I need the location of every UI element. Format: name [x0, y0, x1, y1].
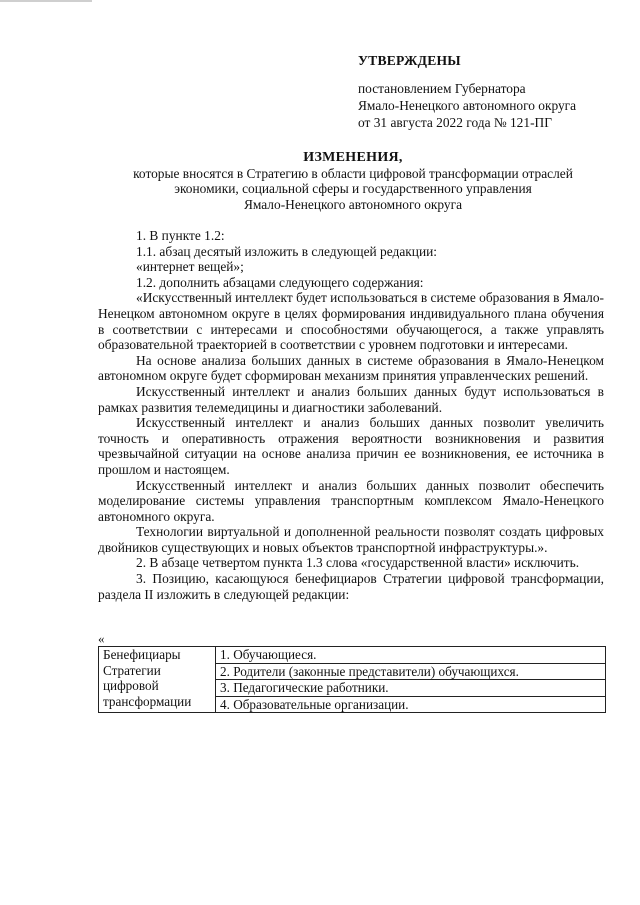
title-line: которые вносятся в Стратегию в области цифровой трансформации отраслей	[133, 165, 573, 181]
table-cell: 1. Обучающиеся.	[216, 647, 606, 664]
label-line: Бенефициары	[103, 647, 181, 662]
paragraph: 1.1. абзац десятый изложить в следующей редакции:	[136, 243, 438, 259]
beneficiaries-table	[98, 646, 606, 713]
table-cell: 2. Родители (законные представители) обучающихся.	[216, 663, 606, 680]
table-row	[99, 647, 606, 664]
table-cell: 4. Образовательные организации.	[216, 696, 606, 713]
paragraph: Искусственный интеллект и анализ больших данных будут использоваться в рамках развития телемедицины и диагностики заболеваний.	[98, 383, 604, 415]
paragraph: 1. В пункте 1.2:	[136, 228, 225, 243]
approval-line: от 31 августа 2022 года № 121-ПГ	[358, 115, 552, 130]
table-cell: 3. Педагогические работники.	[216, 680, 606, 697]
approval-heading: УТВЕРЖДЕНЫ	[358, 53, 461, 68]
table-label-cell	[99, 647, 216, 713]
paragraph: Технологии виртуальной и дополненной реальности позволят создать цифровых двойников существующих и новых объектов транспортной инфраструктуры.».	[98, 524, 604, 555]
document-title	[100, 150, 606, 212]
scan-edge-line	[0, 0, 92, 2]
paragraph: «интернет вещей»;	[136, 259, 244, 275]
document-body	[98, 228, 604, 602]
paragraph: «Искусственный интеллект будет использоваться в системе образования в Ямало-Ненецком автономном округе в целях формирования индивидуального плана обучения в соответствии с интересами и способностями обучающегося, а также управлять образовательной траекторией в соответствии с уровнем подготовки и интересами.	[98, 290, 604, 353]
title-line: экономики, социальной сферы и государственного управления	[174, 181, 532, 197]
approval-block	[358, 52, 620, 131]
approval-line: постановлением Губернатора	[358, 81, 526, 96]
label-line: Стратегии	[103, 662, 161, 678]
paragraph: 3. Позицию, касающуюся бенефициаров Стратегии цифровой трансформации, раздела II изложить в следующей редакции:	[98, 571, 604, 602]
paragraph: На основе анализа больших данных в системе образования в Ямало-Ненецком автономном округе будет сформирован механизм принятия управленческих решений.	[98, 352, 604, 384]
paragraph: Искусственный интеллект и анализ больших данных позволит увеличить точность и оперативность отражения вероятности возникновения и развития чрезвычайной ситуации на основе анализа причин ее возникновения, ее источника в прошлом и настоящем.	[98, 415, 604, 477]
title-heading: ИЗМЕНЕНИЯ,	[303, 150, 403, 165]
paragraph: 2. В абзаце четвертом пункта 1.3 слова «государственной власти» исключить.	[136, 555, 580, 571]
label-line: цифровой	[103, 678, 159, 694]
title-line: Ямало-Ненецкого автономного округа	[243, 196, 463, 212]
paragraph: Искусственный интеллект и анализ больших данных позволит обеспечить моделирование системы управления транспортным комплексом Ямало-Ненецкого автономного округа.	[98, 477, 604, 524]
opening-quote-mark: «	[98, 631, 105, 646]
paragraph: 1.2. дополнить абзацами следующего содержания:	[136, 274, 424, 290]
label-line: трансформации	[103, 693, 192, 709]
approval-line: Ямало-Ненецкого автономного округа	[358, 98, 577, 113]
